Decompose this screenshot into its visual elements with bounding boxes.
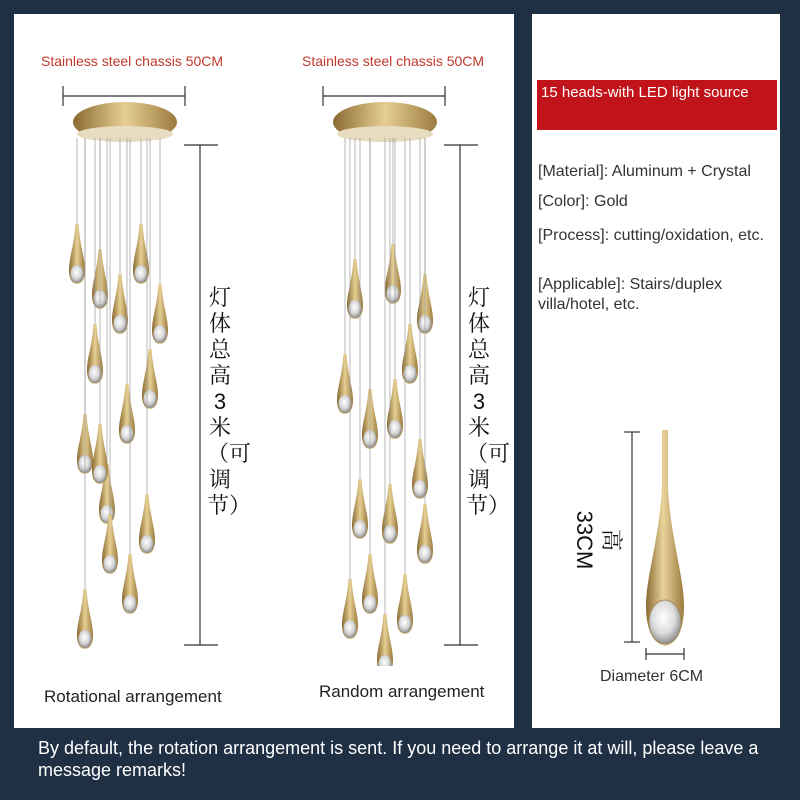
pendant-drop [352,138,368,539]
spec-process: [Process]: cutting/oxidation, etc. [538,227,764,244]
pendant-drop [77,138,93,649]
pendant-height-label-text: 高33CM [572,510,624,570]
pendant-drop [139,138,155,554]
pendant-drop [385,138,401,304]
pendant-drop [337,138,353,414]
height-label-rotational: 灯体总高3米（可调节） [207,285,252,518]
height-label-random: 灯体总高3米（可调节） [466,285,511,518]
spec-applicable: [Applicable]: Stairs/duplex villa/hotel, etc. [538,276,723,313]
pendant-drop [152,138,168,344]
chandelier-rotational-illustration [55,76,195,666]
footer-note: By default, the rotation arrangement is sent. If you need to arrange it at will, please leave a message remarks! [38,738,759,780]
pendant-drop [362,138,378,614]
pendant-drop [69,138,85,284]
pendant-drop [112,138,128,334]
pendant-diameter-label: Diameter 6CM [600,668,704,685]
pendant-drop [382,138,398,544]
caption-random: Random arrangement [319,682,485,701]
pendant-drop [92,138,108,484]
pendant-drop [122,138,138,614]
single-pendant-illustration [640,426,690,656]
pendant-drop [417,138,433,564]
heads-banner: 15 heads-with LED light source [537,80,777,130]
pendant-diameter-dimension-line [644,646,686,662]
caption-rotational: Rotational arrangement [44,687,222,706]
pendant-drop [397,138,413,634]
pendant-drop [133,138,149,284]
pendant-drop [347,138,363,319]
chassis-label-random: Stainless steel chassis 50CM [302,53,485,69]
spec-material: [Material]: Aluminum + Crystal [538,163,751,180]
chandelier-random-illustration [315,76,455,666]
pendant-height-label [572,500,628,580]
chassis-label-rotational: Stainless steel chassis 50CM [41,53,224,69]
spec-color: [Color]: Gold [538,193,628,210]
pendant-drop [402,138,418,384]
